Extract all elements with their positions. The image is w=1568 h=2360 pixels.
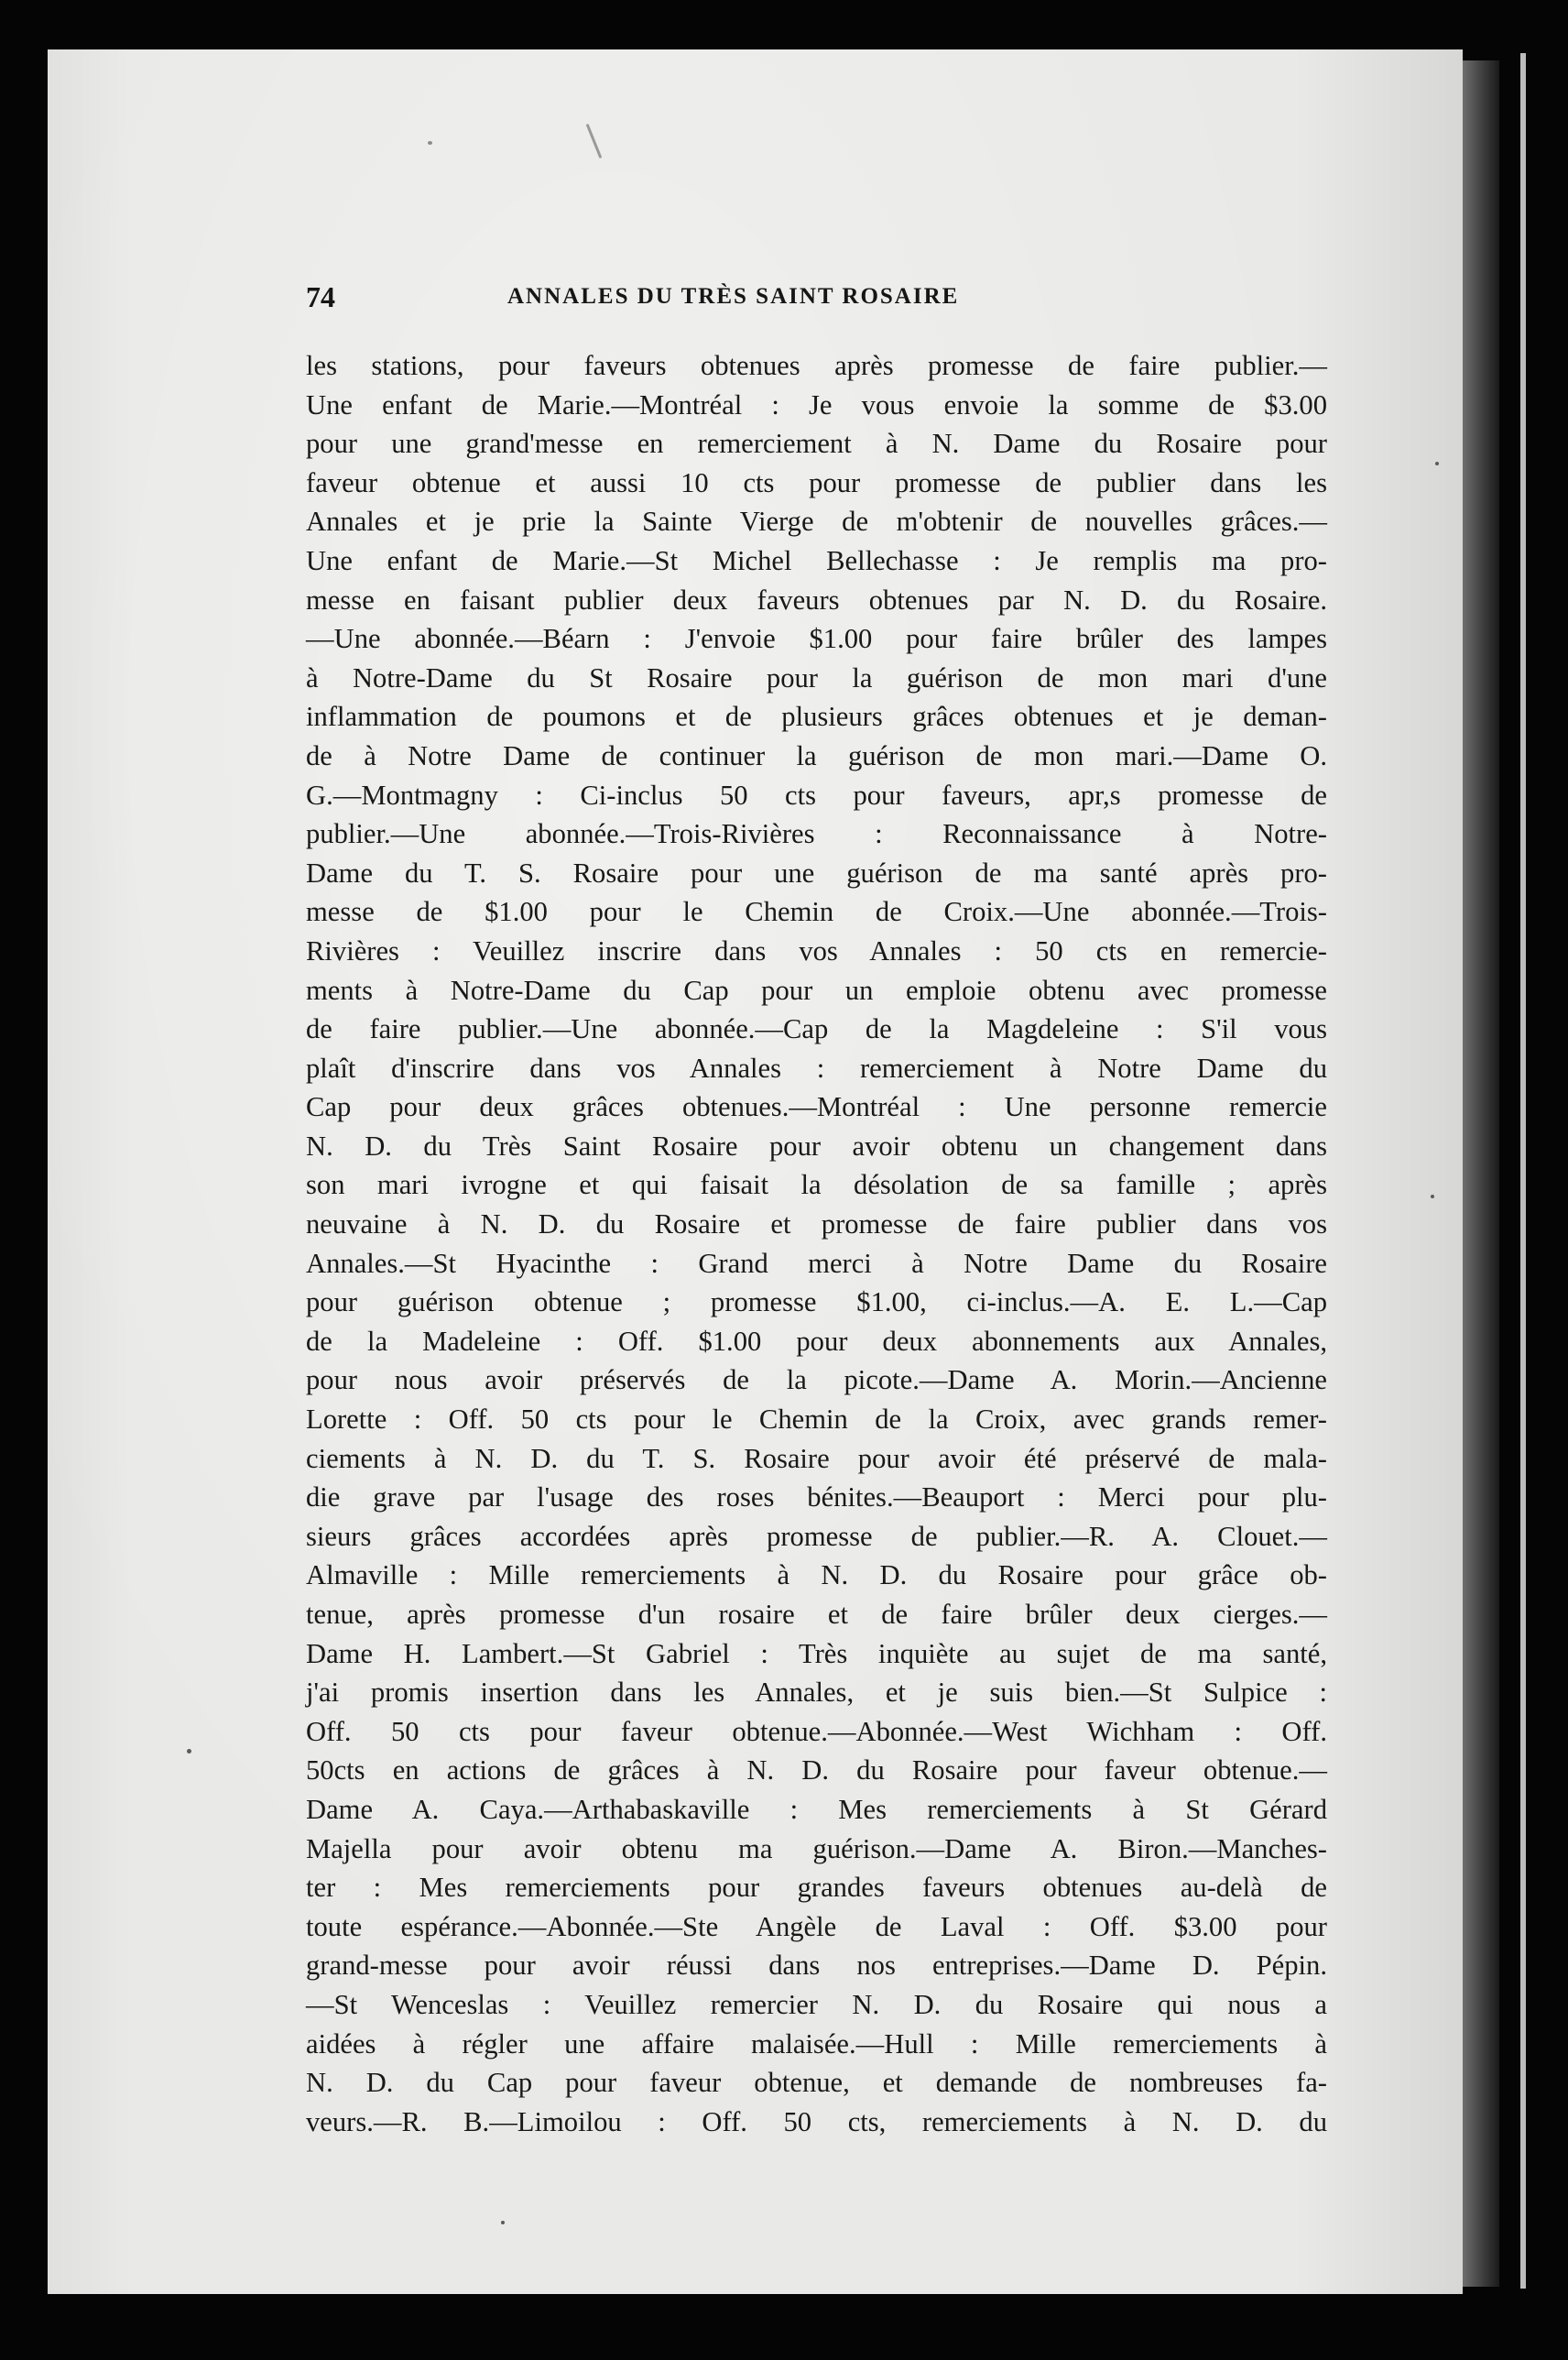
text-line: Lorette : Off. 50 cts pour le Chemin de la Croix, avec grands remer- (306, 1404, 1327, 1436)
text-line: neuvaine à N. D. du Rosaire et promesse de faire publier dans vos (306, 1208, 1327, 1240)
text-line: de à Notre Dame de continuer la guérison de mon mari.—Dame O. (306, 739, 1327, 771)
dust-speck (1435, 462, 1439, 465)
dust-speck (1431, 1195, 1434, 1198)
text-line: pour une grand'messe en remerciement à N. Dame du Rosaire pour (306, 428, 1327, 460)
page-number: 74 (306, 280, 335, 313)
dust-speck (187, 1749, 191, 1754)
text-line: Dame du T. S. Rosaire pour une guérison de ma santé après pro- (306, 857, 1327, 889)
text-line: j'ai promis insertion dans les Annales, et je suis bien.—St Sulpice : (306, 1677, 1327, 1709)
text-line: ciements à N. D. du T. S. Rosaire pour avoir été préservé de mala- (306, 1442, 1327, 1474)
text-line: aidées à régler une affaire malaisée.—Hull : Mille remerciements à (306, 2027, 1327, 2060)
text-line: messe en faisant publier deux faveurs obtenues par N. D. du Rosaire. (306, 584, 1327, 616)
text-line: sieurs grâces accordées après promesse de publier.—R. A. Clouet.— (306, 1520, 1327, 1552)
dust-speck (501, 2221, 505, 2224)
text-line: à Notre-Dame du St Rosaire pour la guérison de mon mari d'une (306, 661, 1327, 694)
dust-speck (428, 141, 432, 145)
text-line: Almaville : Mille remerciements à N. D. du Rosaire pour grâce ob- (306, 1559, 1327, 1591)
page-edge (1520, 53, 1526, 2289)
text-line: —Une abonnée.—Béarn : J'envoie $1.00 pour faire brûler des lampes (306, 623, 1327, 655)
text-line: 50cts en actions de grâces à N. D. du Rosaire pour faveur obtenue.— (306, 1754, 1327, 1786)
text-line: Annales et je prie la Sainte Vierge de m'obtenir de nouvelles grâces.— (306, 506, 1327, 538)
text-line: messe de $1.00 pour le Chemin de Croix.—Une abonnée.—Trois- (306, 896, 1327, 928)
text-line: plaît d'inscrire dans vos Annales : remerciement à Notre Dame du (306, 1052, 1327, 1084)
text-line: ments à Notre-Dame du Cap pour un emploie obtenu avec promesse (306, 974, 1327, 1006)
text-line: Rivières : Veuillez inscrire dans vos Annales : 50 cts en remercie- (306, 934, 1327, 967)
text-line: publier.—Une abonnée.—Trois-Rivières : Reconnaissance à Notre- (306, 818, 1327, 850)
text-line: Annales.—St Hyacinthe : Grand merci à Notre Dame du Rosaire (306, 1247, 1327, 1279)
text-line: N. D. du Très Saint Rosaire pour avoir obtenu un changement dans (306, 1130, 1327, 1162)
text-line: grand-messe pour avoir réussi dans nos entreprises.—Dame D. Pépin. (306, 1950, 1327, 1982)
text-line: son mari ivrogne et qui faisait la désolation de sa famille ; après (306, 1169, 1327, 1201)
text-line: Une enfant de Marie.—Montréal : Je vous envoie la somme de $3.00 (306, 388, 1327, 421)
text-line: tenue, après promesse d'un rosaire et de faire brûler deux cierges.— (306, 1599, 1327, 1630)
running-head-title: ANNALES DU TRÈS SAINT ROSAIRE (507, 284, 960, 309)
text-line: pour nous avoir préservés de la picote.—Dame A. Morin.—Ancienne (306, 1364, 1327, 1396)
text-line: —St Wenceslas : Veuillez remercier N. D. du Rosaire qui nous a (306, 1988, 1327, 2020)
text-line: de faire publier.—Une abonnée.—Cap de la Magdeleine : S'il vous (306, 1013, 1327, 1045)
text-line: toute espérance.—Abonnée.—Ste Angèle de Laval : Off. $3.00 pour (306, 1910, 1327, 1942)
text-line: les stations, pour faveurs obtenues après promesse de faire publier.— (306, 350, 1327, 381)
text-line: Cap pour deux grâces obtenues.—Montréal : Une personne remercie (306, 1091, 1327, 1123)
running-head (306, 277, 1341, 317)
text-line: de la Madeleine : Off. $1.00 pour deux abonnements aux Annales, (306, 1325, 1327, 1357)
text-line: Majella pour avoir obtenu ma guérison.—Dame A. Biron.—Manches- (306, 1832, 1327, 1864)
text-line: Dame H. Lambert.—St Gabriel : Très inquiète au sujet de ma santé, (306, 1637, 1327, 1669)
text-line: Dame A. Caya.—Arthabaskaville : Mes remerciements à St Gérard (306, 1793, 1327, 1825)
text-line: Off. 50 cts pour faveur obtenue.—Abonnée.—West Wichham : Off. (306, 1715, 1327, 1747)
text-line: faveur obtenue et aussi 10 cts pour promesse de publier dans les (306, 466, 1327, 498)
text-line: G.—Montmagny : Ci-inclus 50 cts pour faveurs, apr,s promesse de (306, 779, 1327, 811)
book-spine-shadow (1463, 60, 1499, 2287)
text-line: ter : Mes remerciements pour grandes faveurs obtenues au-delà de (306, 1872, 1327, 1904)
text-line: inflammation de poumons et de plusieurs grâces obtenues et je deman- (306, 701, 1327, 733)
text-line: die grave par l'usage des roses bénites.—Beauport : Merci pour plu- (306, 1481, 1327, 1513)
text-line: N. D. du Cap pour faveur obtenue, et demande de nombreuses fa- (306, 2067, 1327, 2099)
body-text (306, 346, 1327, 2141)
text-line: veurs.—R. B.—Limoilou : Off. 50 cts, remerciements à N. D. du (306, 2105, 1327, 2137)
dust-speck (586, 124, 603, 158)
text-line: pour guérison obtenue ; promesse $1.00, ci-inclus.—A. E. L.—Cap (306, 1286, 1327, 1318)
text-line: Une enfant de Marie.—St Michel Bellechasse : Je remplis ma pro- (306, 544, 1327, 576)
